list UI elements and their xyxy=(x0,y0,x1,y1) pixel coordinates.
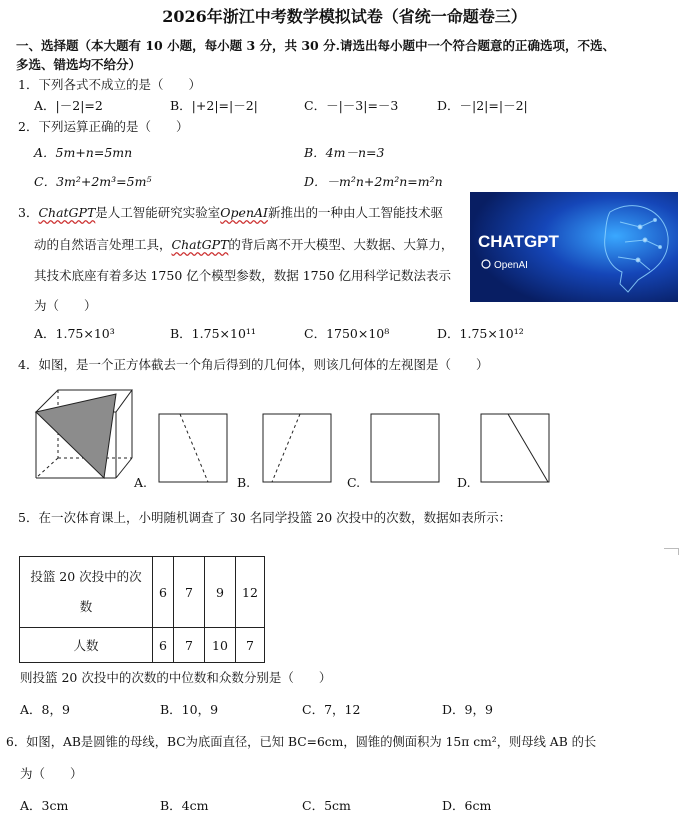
table-cell: 9 xyxy=(205,557,236,628)
table-row xyxy=(20,557,265,628)
q4-label-a[interactable]: A. xyxy=(134,475,148,490)
q2-option-d[interactable]: D．－m²n+2m²n=m²n xyxy=(304,174,443,189)
q1-option-d[interactable]: D．－|2|=|－2| xyxy=(437,98,528,113)
q6-option-c[interactable]: C．5cm xyxy=(302,798,351,813)
table-cell: 12 xyxy=(236,557,265,628)
q5-option-a[interactable]: A．8，9 xyxy=(20,702,70,717)
question-3-line3: 其技术底座有着多达 1750 亿个模型参数，数据 1750 亿用科学记数法表示 xyxy=(34,268,452,283)
q2-option-c[interactable]: C．3m²+2m³=5m⁵ xyxy=(34,174,152,189)
table-cell: 7 xyxy=(174,628,205,663)
q3-option-a[interactable]: A．1.75×10³ xyxy=(34,326,115,341)
q4-option-c-view[interactable] xyxy=(370,413,440,483)
q3-term-openai: OpenAI xyxy=(220,205,268,220)
q2-option-a[interactable]: A．5m+n=5mn xyxy=(34,145,133,160)
question-5-question: 则投篮 20 次投中的次数的中位数和众数分别是（ ） xyxy=(20,670,332,685)
q3-text-c: 动的自然语言处理工具， xyxy=(34,237,172,252)
q6-option-a[interactable]: A．3cm xyxy=(20,798,69,813)
q2-option-b[interactable]: B．4m－n=3 xyxy=(304,145,385,160)
question-3-line2 xyxy=(34,235,453,253)
page-title: 2026年浙江中考数学模拟试卷（省统一命题卷三） xyxy=(162,7,527,26)
table-cell: 6 xyxy=(153,628,174,663)
q5-option-d[interactable]: D．9，9 xyxy=(442,702,493,717)
section-heading-line1: 一、选择题（本大题有 10 小题，每小题 3 分，共 30 分.请选出每小题中一个符合题意的正确选项，不选、 xyxy=(16,38,615,53)
q3-option-d[interactable]: D．1.75×10¹² xyxy=(437,326,524,341)
q1-option-b[interactable]: B．|+2|=|－2| xyxy=(170,98,258,113)
page-corner-mark xyxy=(664,548,679,555)
q1-option-c[interactable]: C．－|－3|=－3 xyxy=(304,98,399,113)
q3-text-b: 新推出的一种由人工智能技术驱 xyxy=(267,205,443,220)
table-cell: 7 xyxy=(174,557,205,628)
q1-option-a[interactable]: A．|－2|=2 xyxy=(34,98,103,113)
table-cell: 6 xyxy=(153,557,174,628)
table-header-people: 人数 xyxy=(20,628,153,663)
q4-label-d[interactable]: D. xyxy=(457,475,471,490)
question-1-stem: 1．下列各式不成立的是（ ） xyxy=(18,77,201,92)
cube-figure xyxy=(32,386,140,486)
question-4-stem: 4．如图，是一个正方体截去一个角后得到的几何体，则该几何体的左视图是（ ） xyxy=(18,357,489,372)
table-cell: 10 xyxy=(205,628,236,663)
q3-option-c[interactable]: C．1750×10⁸ xyxy=(304,326,390,341)
table-cell: 7 xyxy=(236,628,265,663)
question-6-line2: 为（ ） xyxy=(20,766,83,781)
q5-option-b[interactable]: B．10，9 xyxy=(160,702,219,717)
q3-option-b[interactable]: B．1.75×10¹¹ xyxy=(170,326,256,341)
banner-subtitle: OpenAI xyxy=(494,260,528,271)
q4-option-d-view[interactable] xyxy=(480,413,550,483)
table-header-hits xyxy=(20,557,153,628)
table-header-hits-line2: 数 xyxy=(79,599,93,614)
table-header-hits-line1: 投篮 20 次投中的次 xyxy=(30,569,142,584)
q3-num: 3． xyxy=(18,205,39,220)
question-3-line1 xyxy=(18,203,443,221)
question-6-line1: 6．如图，AB是圆锥的母线，BC为底面直径，已知 BC=6cm，圆锥的侧面积为 15π cm²，则母线 AB 的长 xyxy=(6,735,597,749)
q5-option-c[interactable]: C．7，12 xyxy=(302,702,361,717)
q3-term-chatgpt: ChatGPT xyxy=(38,205,96,220)
data-table xyxy=(19,556,265,663)
chatgpt-banner-image xyxy=(470,192,678,302)
q6-option-d[interactable]: D．6cm xyxy=(442,798,492,813)
question-2-stem: 2．下列运算正确的是（ ） xyxy=(18,119,189,134)
question-5-stem: 5．在一次体育课上，小明随机调查了 30 名同学投篮 20 次投中的次数，数据如表所示： xyxy=(18,510,512,525)
q3-text-d: 的背后离不开大模型、大数据、大算力， xyxy=(228,237,454,252)
table-row xyxy=(20,628,265,663)
section-heading-line2: 多选、错选均不给分） xyxy=(16,57,142,72)
q4-label-b[interactable]: B. xyxy=(237,475,251,490)
banner-title: CHATGPT xyxy=(478,232,559,251)
q4-option-a-view[interactable] xyxy=(158,413,228,483)
question-3-line4: 为（ ） xyxy=(34,298,97,313)
q3-text-a: 是人工智能研究实验室 xyxy=(95,205,221,220)
q6-option-b[interactable]: B．4cm xyxy=(160,798,209,813)
q4-option-b-view[interactable] xyxy=(262,413,332,483)
q3-term-chatgpt-2: ChatGPT xyxy=(171,237,229,252)
q4-label-c[interactable]: C. xyxy=(347,475,361,490)
